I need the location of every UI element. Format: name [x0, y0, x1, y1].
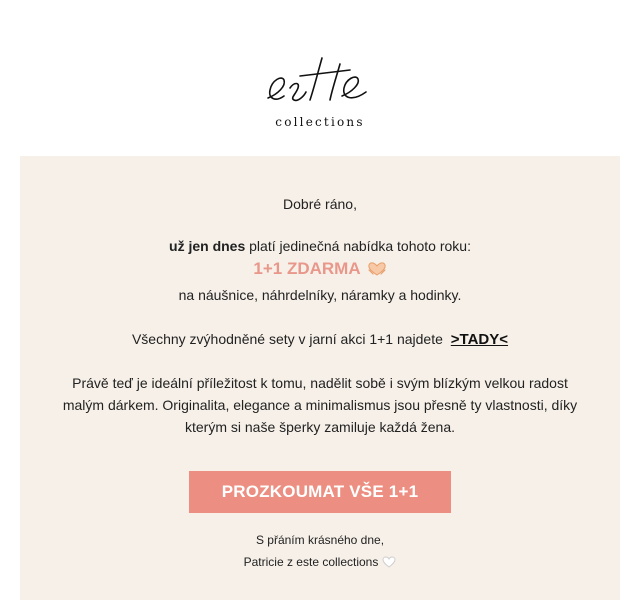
white-heart-icon [382, 553, 396, 575]
heart-hands-icon [367, 261, 387, 283]
promo-headline [20, 258, 620, 283]
brand-logo[interactable] [0, 52, 640, 132]
offer-text [20, 235, 620, 257]
logo-subtitle: collections [275, 115, 365, 129]
greeting-text: Dobré ráno, [283, 196, 357, 212]
tady-link[interactable]: >TADY< [450, 331, 509, 348]
explore-all-button[interactable]: PROZKOUMAT VŠE 1+1 [189, 471, 451, 513]
signoff-name-line [20, 551, 620, 575]
products-text: na náušnice, náhrdelníky, náramky a hodinky. [178, 287, 462, 303]
offer-bold-text: už jen dnes [169, 238, 246, 254]
sets-text-line [20, 328, 620, 351]
signoff-name: Patricie z este collections [243, 555, 379, 569]
intro-paragraph: Právě teď je ideální příležitost k tomu, nadělit sobě i svým blízkým velkou radost malým dárkem. Originalita, elegance a minimalismus jsou přesně ty vlastnosti, díky kterým si naše šperky zamiluje každá žena. [62, 375, 578, 435]
sets-text: Všechny zvýhodněné sety v jarní akci 1+1 najdete [131, 331, 443, 347]
email-content-panel [20, 156, 620, 600]
signoff-greeting: S přáním krásného dne, [255, 533, 385, 547]
este-logo-script [260, 52, 380, 112]
promo-text: 1+1 ZDARMA [253, 259, 361, 278]
offer-rest-text: platí jedinečná nabídka tohoto roku: [245, 238, 471, 254]
